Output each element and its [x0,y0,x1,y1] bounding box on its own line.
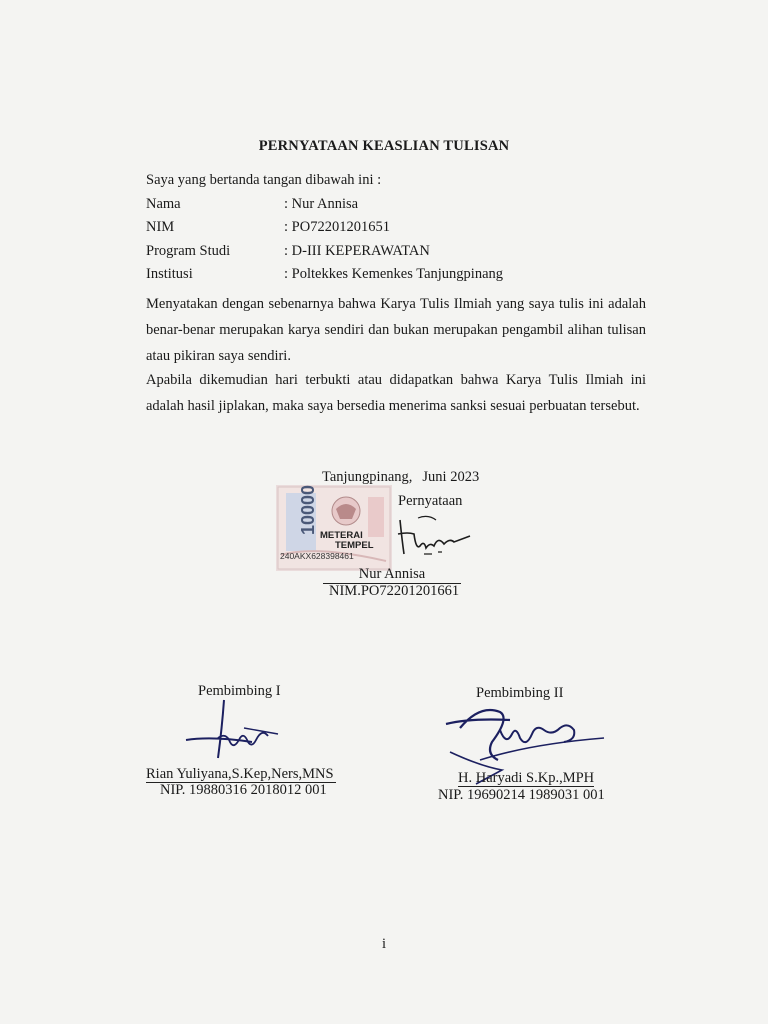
student-signature [388,510,478,562]
advisor-1-signature [182,698,282,768]
field-value: : D-III KEPERAWATAN [284,243,430,259]
field-value: : Poltekkes Kemenkes Tanjungpinang [284,266,504,282]
advisor-2-nip: NIP. 19690214 1989031 001 [438,787,605,803]
page-number: i [381,936,387,952]
field-label: NIM [146,219,175,235]
field-label: Institusi [146,266,193,282]
advisor-1-label: Pembimbing I [198,683,281,699]
sanction-paragraph: Apabila dikemudian hari terbukti atau didapatkan bahwa Karya Tulis Ilmiah ini adalah hasil jiplakan, maka saya bersedia menerima sanksi sesuai perbuatan tersebut. [146,372,646,414]
field-institusi [146,266,666,286]
field-nama [146,196,666,216]
svg-text:10000: 10000 [298,485,318,535]
field-value: : Nur Annisa [284,196,359,212]
signer-role-label: Pernyataan [398,493,463,509]
field-program-studi [146,243,666,263]
advisor-1-nip: NIP. 19880316 2018012 001 [160,782,327,798]
advisor-2-label: Pembimbing II [476,685,564,701]
statement-paragraph: Menyatakan dengan sebenarnya bahwa Karya Tulis Ilmiah yang saya tulis ini adalah benar-benar merupakan karya sendiri dan bukan merupakan pengambil alihan tulisan atau pikiran saya sendiri. [146,296,646,364]
stamp-text-meterai: METERAI [320,530,363,541]
signing-place: Tanjungpinang, [322,469,413,485]
intro-text: Saya yang bertanda tangan dibawah ini : [146,172,382,188]
student-name: Nur Annisa [323,566,461,584]
stamp-serial: 240AKX628398461 [280,551,354,561]
stamp-text-tempel: TEMPEL [335,540,374,551]
field-value: : PO72201201651 [284,219,390,235]
student-nim: NIM.PO72201201661 [329,583,460,599]
signing-date: Juni 2023 [422,469,480,485]
field-nim [146,219,666,239]
advisor-2-name: H. Haryadi S.Kp.,MPH [458,770,595,786]
field-label: Nama [146,196,181,212]
place-date [322,469,479,486]
document-title: PERNYATAAN KEASLIAN TULISAN [258,138,510,154]
advisor-1-name: Rian Yuliyana,S.Kep,Ners,MNS [146,766,334,782]
field-label: Program Studi [146,243,231,259]
